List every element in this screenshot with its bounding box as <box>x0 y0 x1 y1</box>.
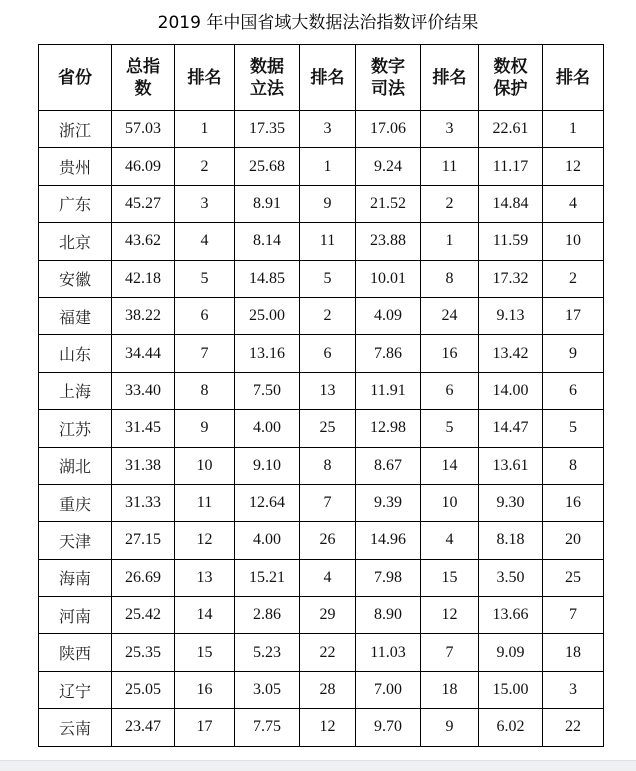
cell-digital-judiciary: 10.01 <box>356 260 421 297</box>
cell-rank-total: 15 <box>175 634 235 671</box>
header-digital-judiciary: 数字 司法 <box>356 45 421 111</box>
cell-data-legislation: 15.21 <box>235 559 300 596</box>
cell-rank-legislation: 6 <box>300 335 356 372</box>
cell-data-rights-protection: 3.50 <box>479 559 543 596</box>
cell-rank-legislation: 3 <box>300 111 356 148</box>
cell-data-legislation: 13.16 <box>235 335 300 372</box>
table-row <box>39 372 604 409</box>
cell-data-rights-protection: 14.00 <box>479 372 543 409</box>
cell-total-index: 25.42 <box>112 597 175 634</box>
header-province: 省份 <box>39 45 112 111</box>
cell-data-legislation: 17.35 <box>235 111 300 148</box>
table-row <box>39 223 604 260</box>
cell-rank-legislation: 28 <box>300 671 356 708</box>
cell-province: 北京 <box>39 223 112 260</box>
header-rank-total: 排名 <box>175 45 235 111</box>
cell-data-rights-protection: 9.13 <box>479 297 543 334</box>
cell-rank-judiciary: 14 <box>421 447 479 484</box>
cell-digital-judiciary: 8.67 <box>356 447 421 484</box>
cell-rank-total: 17 <box>175 709 235 746</box>
cell-rank-legislation: 5 <box>300 260 356 297</box>
cell-province: 云南 <box>39 709 112 746</box>
cell-rank-protection: 1 <box>543 111 604 148</box>
table-row <box>39 634 604 671</box>
cell-rank-total: 14 <box>175 597 235 634</box>
cell-rank-judiciary: 6 <box>421 372 479 409</box>
cell-total-index: 34.44 <box>112 335 175 372</box>
cell-data-rights-protection: 6.02 <box>479 709 543 746</box>
cell-rank-legislation: 12 <box>300 709 356 746</box>
cell-digital-judiciary: 17.06 <box>356 111 421 148</box>
cell-digital-judiciary: 7.98 <box>356 559 421 596</box>
cell-rank-total: 5 <box>175 260 235 297</box>
cell-data-rights-protection: 13.42 <box>479 335 543 372</box>
cell-rank-protection: 22 <box>543 709 604 746</box>
cell-digital-judiciary: 12.98 <box>356 410 421 447</box>
cell-data-rights-protection: 15.00 <box>479 671 543 708</box>
table-row <box>39 148 604 185</box>
cell-rank-total: 10 <box>175 447 235 484</box>
cell-data-rights-protection: 13.66 <box>479 597 543 634</box>
cell-data-legislation: 5.23 <box>235 634 300 671</box>
cell-rank-protection: 12 <box>543 148 604 185</box>
cell-rank-total: 11 <box>175 484 235 521</box>
cell-data-rights-protection: 11.17 <box>479 148 543 185</box>
cell-rank-legislation: 4 <box>300 559 356 596</box>
cell-data-legislation: 25.68 <box>235 148 300 185</box>
cell-rank-legislation: 1 <box>300 148 356 185</box>
cell-rank-protection: 5 <box>543 410 604 447</box>
cell-total-index: 25.35 <box>112 634 175 671</box>
header-row <box>39 45 604 111</box>
cell-rank-legislation: 8 <box>300 447 356 484</box>
cell-data-legislation: 2.86 <box>235 597 300 634</box>
cell-data-rights-protection: 13.61 <box>479 447 543 484</box>
cell-rank-total: 2 <box>175 148 235 185</box>
cell-total-index: 43.62 <box>112 223 175 260</box>
cell-total-index: 23.47 <box>112 709 175 746</box>
cell-rank-total: 3 <box>175 185 235 222</box>
cell-data-legislation: 12.64 <box>235 484 300 521</box>
index-results-table <box>38 44 604 747</box>
cell-rank-legislation: 26 <box>300 522 356 559</box>
cell-rank-protection: 9 <box>543 335 604 372</box>
table-row <box>39 709 604 746</box>
cell-total-index: 38.22 <box>112 297 175 334</box>
table-row <box>39 185 604 222</box>
cell-total-index: 42.18 <box>112 260 175 297</box>
cell-rank-total: 6 <box>175 297 235 334</box>
header-data-rights-protection: 数权 保护 <box>479 45 543 111</box>
cell-rank-legislation: 25 <box>300 410 356 447</box>
cell-total-index: 46.09 <box>112 148 175 185</box>
cell-rank-total: 8 <box>175 372 235 409</box>
cell-digital-judiciary: 9.39 <box>356 484 421 521</box>
cell-total-index: 33.40 <box>112 372 175 409</box>
cell-rank-protection: 7 <box>543 597 604 634</box>
cell-rank-judiciary: 10 <box>421 484 479 521</box>
cell-data-legislation: 4.00 <box>235 522 300 559</box>
cell-rank-legislation: 7 <box>300 484 356 521</box>
cell-data-rights-protection: 14.84 <box>479 185 543 222</box>
cell-rank-protection: 3 <box>543 671 604 708</box>
cell-rank-judiciary: 15 <box>421 559 479 596</box>
cell-rank-legislation: 2 <box>300 297 356 334</box>
cell-total-index: 57.03 <box>112 111 175 148</box>
table-row <box>39 671 604 708</box>
cell-province: 安徽 <box>39 260 112 297</box>
cell-rank-protection: 6 <box>543 372 604 409</box>
header-total-index: 总指 数 <box>112 45 175 111</box>
table-row <box>39 447 604 484</box>
cell-data-rights-protection: 17.32 <box>479 260 543 297</box>
cell-digital-judiciary: 11.91 <box>356 372 421 409</box>
header-data-legislation: 数据 立法 <box>235 45 300 111</box>
cell-data-legislation: 25.00 <box>235 297 300 334</box>
cell-rank-protection: 18 <box>543 634 604 671</box>
cell-digital-judiciary: 4.09 <box>356 297 421 334</box>
table-title: 2019 年中国省域大数据法治指数评价结果 <box>157 13 479 33</box>
cell-data-legislation: 3.05 <box>235 671 300 708</box>
cell-rank-judiciary: 24 <box>421 297 479 334</box>
cell-data-rights-protection: 9.30 <box>479 484 543 521</box>
cell-province: 山东 <box>39 335 112 372</box>
cell-province: 上海 <box>39 372 112 409</box>
cell-rank-legislation: 22 <box>300 634 356 671</box>
cell-rank-total: 4 <box>175 223 235 260</box>
table-row <box>39 335 604 372</box>
cell-province: 辽宁 <box>39 671 112 708</box>
cell-rank-protection: 4 <box>543 185 604 222</box>
table-row <box>39 297 604 334</box>
table-row <box>39 522 604 559</box>
table-row <box>39 410 604 447</box>
cell-digital-judiciary: 7.86 <box>356 335 421 372</box>
cell-rank-total: 16 <box>175 671 235 708</box>
cell-rank-protection: 25 <box>543 559 604 596</box>
table-row <box>39 597 604 634</box>
cell-rank-total: 12 <box>175 522 235 559</box>
cell-rank-judiciary: 8 <box>421 260 479 297</box>
cell-province: 贵州 <box>39 148 112 185</box>
table-row <box>39 260 604 297</box>
cell-province: 湖北 <box>39 447 112 484</box>
cell-total-index: 27.15 <box>112 522 175 559</box>
cell-province: 江苏 <box>39 410 112 447</box>
cell-rank-judiciary: 5 <box>421 410 479 447</box>
cell-rank-protection: 17 <box>543 297 604 334</box>
cell-digital-judiciary: 23.88 <box>356 223 421 260</box>
cell-rank-judiciary: 4 <box>421 522 479 559</box>
cell-province: 天津 <box>39 522 112 559</box>
table-row <box>39 484 604 521</box>
cell-digital-judiciary: 9.24 <box>356 148 421 185</box>
cell-digital-judiciary: 9.70 <box>356 709 421 746</box>
cell-province: 陕西 <box>39 634 112 671</box>
cell-digital-judiciary: 11.03 <box>356 634 421 671</box>
cell-total-index: 25.05 <box>112 671 175 708</box>
cell-data-rights-protection: 11.59 <box>479 223 543 260</box>
cell-total-index: 31.38 <box>112 447 175 484</box>
cell-rank-total: 13 <box>175 559 235 596</box>
cell-province: 广东 <box>39 185 112 222</box>
header-rank-legislation: 排名 <box>300 45 356 111</box>
cell-province: 福建 <box>39 297 112 334</box>
cell-province: 河南 <box>39 597 112 634</box>
cell-rank-judiciary: 7 <box>421 634 479 671</box>
cell-digital-judiciary: 8.90 <box>356 597 421 634</box>
cell-data-legislation: 8.14 <box>235 223 300 260</box>
cell-rank-total: 1 <box>175 111 235 148</box>
cell-rank-judiciary: 2 <box>421 185 479 222</box>
cell-data-legislation: 7.75 <box>235 709 300 746</box>
cell-data-rights-protection: 22.61 <box>479 111 543 148</box>
cell-province: 重庆 <box>39 484 112 521</box>
cell-digital-judiciary: 14.96 <box>356 522 421 559</box>
cell-rank-protection: 10 <box>543 223 604 260</box>
cell-total-index: 45.27 <box>112 185 175 222</box>
table-row <box>39 111 604 148</box>
cell-rank-protection: 2 <box>543 260 604 297</box>
cell-data-rights-protection: 9.09 <box>479 634 543 671</box>
cell-rank-legislation: 29 <box>300 597 356 634</box>
cell-data-legislation: 14.85 <box>235 260 300 297</box>
table-row <box>39 559 604 596</box>
cell-digital-judiciary: 7.00 <box>356 671 421 708</box>
cell-data-rights-protection: 8.18 <box>479 522 543 559</box>
cell-rank-judiciary: 3 <box>421 111 479 148</box>
cell-total-index: 26.69 <box>112 559 175 596</box>
cell-total-index: 31.45 <box>112 410 175 447</box>
cell-data-legislation: 8.91 <box>235 185 300 222</box>
cell-data-legislation: 4.00 <box>235 410 300 447</box>
cell-data-rights-protection: 14.47 <box>479 410 543 447</box>
cell-rank-legislation: 9 <box>300 185 356 222</box>
cell-province: 浙江 <box>39 111 112 148</box>
cell-rank-judiciary: 16 <box>421 335 479 372</box>
table-body <box>39 111 604 747</box>
cell-rank-protection: 8 <box>543 447 604 484</box>
cell-data-legislation: 9.10 <box>235 447 300 484</box>
cell-rank-legislation: 13 <box>300 372 356 409</box>
header-rank-judiciary: 排名 <box>421 45 479 111</box>
cell-rank-judiciary: 1 <box>421 223 479 260</box>
cell-rank-legislation: 11 <box>300 223 356 260</box>
cell-digital-judiciary: 21.52 <box>356 185 421 222</box>
cell-data-legislation: 7.50 <box>235 372 300 409</box>
cell-rank-protection: 20 <box>543 522 604 559</box>
cell-rank-judiciary: 18 <box>421 671 479 708</box>
cell-rank-judiciary: 11 <box>421 148 479 185</box>
cell-total-index: 31.33 <box>112 484 175 521</box>
cell-rank-total: 9 <box>175 410 235 447</box>
viewer-bottom-bar <box>0 760 636 771</box>
cell-rank-total: 7 <box>175 335 235 372</box>
cell-province: 海南 <box>39 559 112 596</box>
cell-rank-judiciary: 12 <box>421 597 479 634</box>
cell-rank-judiciary: 9 <box>421 709 479 746</box>
cell-rank-protection: 16 <box>543 484 604 521</box>
header-rank-protection: 排名 <box>543 45 604 111</box>
